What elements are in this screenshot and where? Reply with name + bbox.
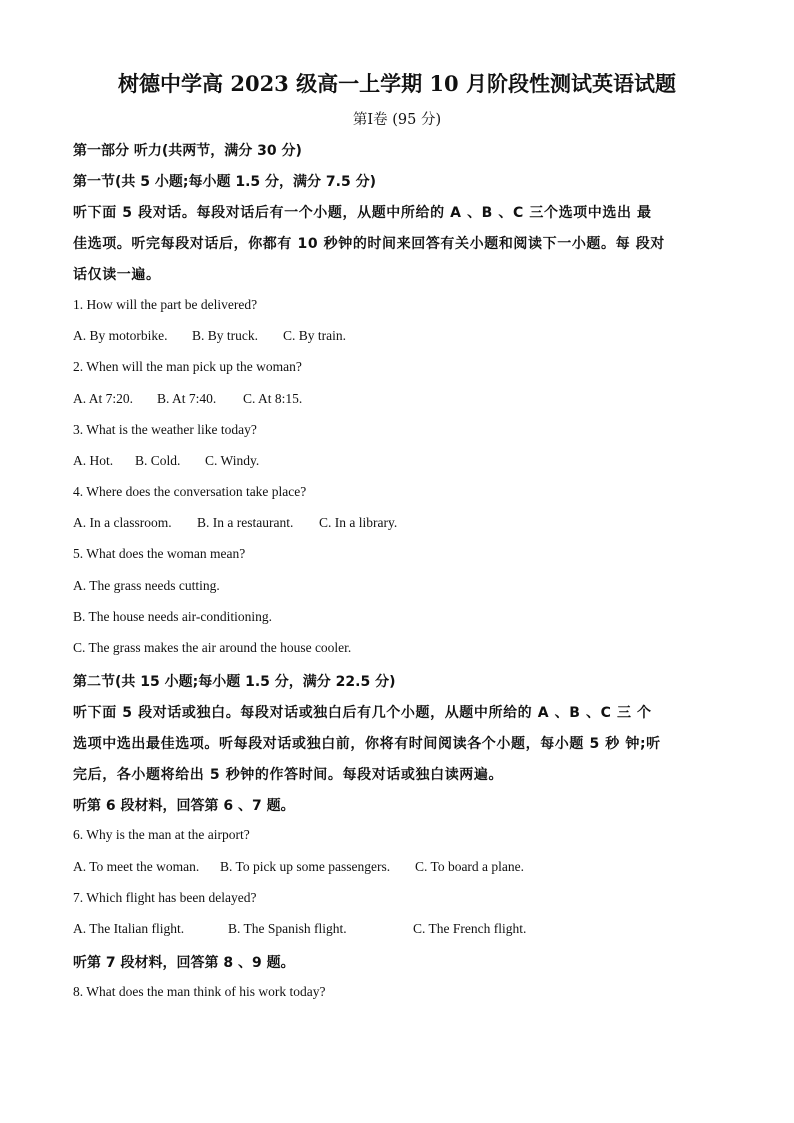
question-4: 4. Where does the conversation take place? [73,484,307,499]
option-a: A. To meet the woman. [73,859,200,874]
question-5-option-a: A. The grass needs cutting. [73,578,220,593]
question-5: 5. What does the woman mean? [73,546,246,561]
question-4-options [73,515,397,531]
material-6-instruction: 听第 6 段材料，回答第 6 、7 题。 [73,798,295,814]
question-5-option-c: C. The grass makes the air around the house cooler. [73,640,352,655]
option-c: C. To board a plane. [415,859,525,874]
option-c: C. The French flight. [413,921,527,936]
question-1: 1. How will the part be delivered? [73,297,258,312]
section2-instructions-line-2: 选项中选出最佳选项。听每段对话或独白前，你将有时间阅读各个小题，每小题 5 秒 钟;听 [73,736,661,752]
question-7-options [73,921,526,937]
section2-heading: 第二节(共 15 小题;每小题 1.5 分，满分 22.5 分) [73,674,396,690]
question-8: 8. What does the man think of his work today? [73,984,326,999]
option-b: B. In a restaurant. [197,515,294,530]
option-b: B. By truck. [192,328,258,343]
question-2-options [73,391,302,407]
section1-instructions-line-3: 话仅读一遍。 [73,267,161,283]
volume-label: 第Ⅰ卷 (95 分) [352,112,442,128]
question-7: 7. Which flight has been delayed? [73,890,257,905]
question-1-options [73,328,346,344]
section1-instructions-line-2: 佳选项。听完每段对话后，你都有 10 秒钟的时间来回答有关小题和阅读下一小题。每 段对 [73,236,665,252]
option-b: B. Cold. [135,453,181,468]
option-b: B. To pick up some passengers. [220,859,391,874]
option-b: B. The Spanish flight. [228,921,347,936]
option-c: C. In a library. [319,515,398,530]
option-c: C. At 8:15. [243,391,303,406]
question-6-options [73,859,524,875]
option-a: A. The Italian flight. [73,921,185,936]
section1-heading: 第一节(共 5 小题;每小题 1.5 分，满分 7.5 分) [73,174,376,190]
question-3: 3. What is the weather like today? [73,422,257,437]
section2-instructions-line-1: 听下面 5 段对话或独白。每段对话或独白后有几个小题，从题中所给的 A 、B 、C 三 个 [73,705,652,721]
material-7-instruction: 听第 7 段材料，回答第 8 、9 题。 [73,955,295,971]
option-a: A. In a classroom. [73,515,172,530]
section1-instructions-line-1: 听下面 5 段对话。每段对话后有一个小题，从题中所给的 A 、B 、C 三个选项中选出 最 [73,205,652,221]
exam-title: 树德中学高 2023 级高一上学期 10 月阶段性测试英语试题 [118,71,676,96]
option-a: A. At 7:20. [73,391,134,406]
option-b: B. At 7:40. [157,391,217,406]
option-c: C. Windy. [205,453,260,468]
question-6: 6. Why is the man at the airport? [73,827,250,842]
part1-heading: 第一部分 听力(共两节，满分 30 分) [73,143,302,159]
question-5-option-b: B. The house needs air-conditioning. [73,609,272,624]
option-a: A. Hot. [73,453,114,468]
option-a: A. By motorbike. [73,328,168,343]
question-3-options [73,453,259,469]
section2-instructions-line-3: 完后，各小题将给出 5 秒钟的作答时间。每段对话或独白读两遍。 [73,767,504,783]
option-c: C. By train. [283,328,346,343]
question-2: 2. When will the man pick up the woman? [73,359,302,374]
